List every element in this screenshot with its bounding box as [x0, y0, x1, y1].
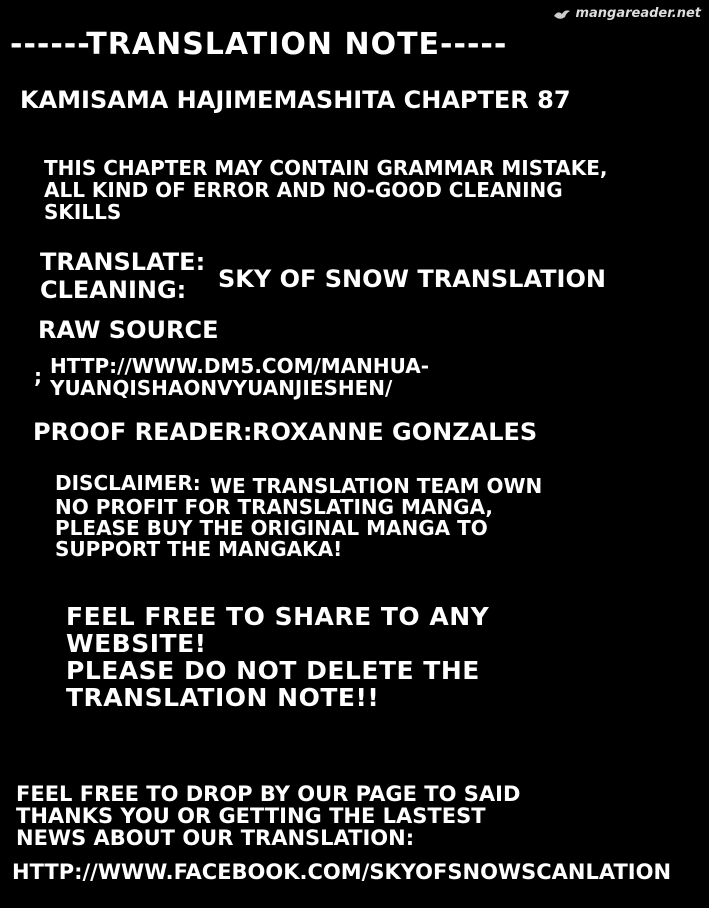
disclaimer-line-4: SUPPORT THE MANGAKA! [55, 537, 343, 561]
warning-line-1: THIS CHAPTER MAY CONTAIN GRAMMAR MISTAKE, [44, 156, 608, 180]
disclaimer-label: DISCLAIMER: [55, 471, 201, 495]
cleaning-label: CLEANING: [40, 276, 187, 304]
share-line-3: PLEASE DO NOT DELETE THE [66, 656, 480, 685]
team-name: SKY OF SNOW TRANSLATION [218, 265, 606, 293]
footer-line-1: FEEL FREE TO DROP BY OUR PAGE TO SAID [16, 782, 521, 806]
watermark-text: mangareader.net [575, 6, 701, 21]
facebook-link[interactable]: HTTP://WWW.FACEBOOK.COM/SKYOFSNOWSCANLATION [12, 860, 672, 884]
raw-source-url-line-2: YUANQISHAONVYUANJIESHEN/ [50, 376, 393, 400]
raw-source-prefix: ; [34, 364, 42, 388]
header: ------TRANSLATION NOTE----- [10, 27, 508, 62]
proof-reader-label: PROOF READER: [33, 418, 253, 446]
bird-logo-icon [553, 8, 571, 20]
proof-reader-name: ROXANNE GONZALES [252, 418, 538, 446]
warning-line-3: SKILLS [44, 200, 122, 224]
disclaimer-line-1: WE TRANSLATION TEAM OWN [210, 474, 543, 498]
footer-line-2: THANKS YOU OR GETTING THE LASTEST [16, 804, 486, 828]
chapter-title: KAMISAMA HAJIMEMASHITA CHAPTER 87 [20, 86, 571, 114]
footer-line-3: NEWS ABOUT OUR TRANSLATION: [16, 826, 415, 850]
warning-line-2: ALL KIND OF ERROR AND NO-GOOD CLEANING [44, 178, 563, 202]
watermark [553, 6, 701, 21]
translate-label: TRANSLATE: [40, 248, 206, 276]
raw-source-url-line-1: HTTP://WWW.DM5.COM/MANHUA- [50, 354, 430, 378]
disclaimer-line-2: NO PROFIT FOR TRANSLATING MANGA, [55, 495, 494, 519]
raw-source-label: RAW SOURCE [38, 316, 219, 344]
disclaimer-line-3: PLEASE BUY THE ORIGINAL MANGA TO [55, 516, 488, 540]
share-line-4: TRANSLATION NOTE!! [66, 683, 380, 712]
share-line-1: FEEL FREE TO SHARE TO ANY [66, 602, 490, 631]
share-line-2: WEBSITE! [66, 629, 207, 658]
